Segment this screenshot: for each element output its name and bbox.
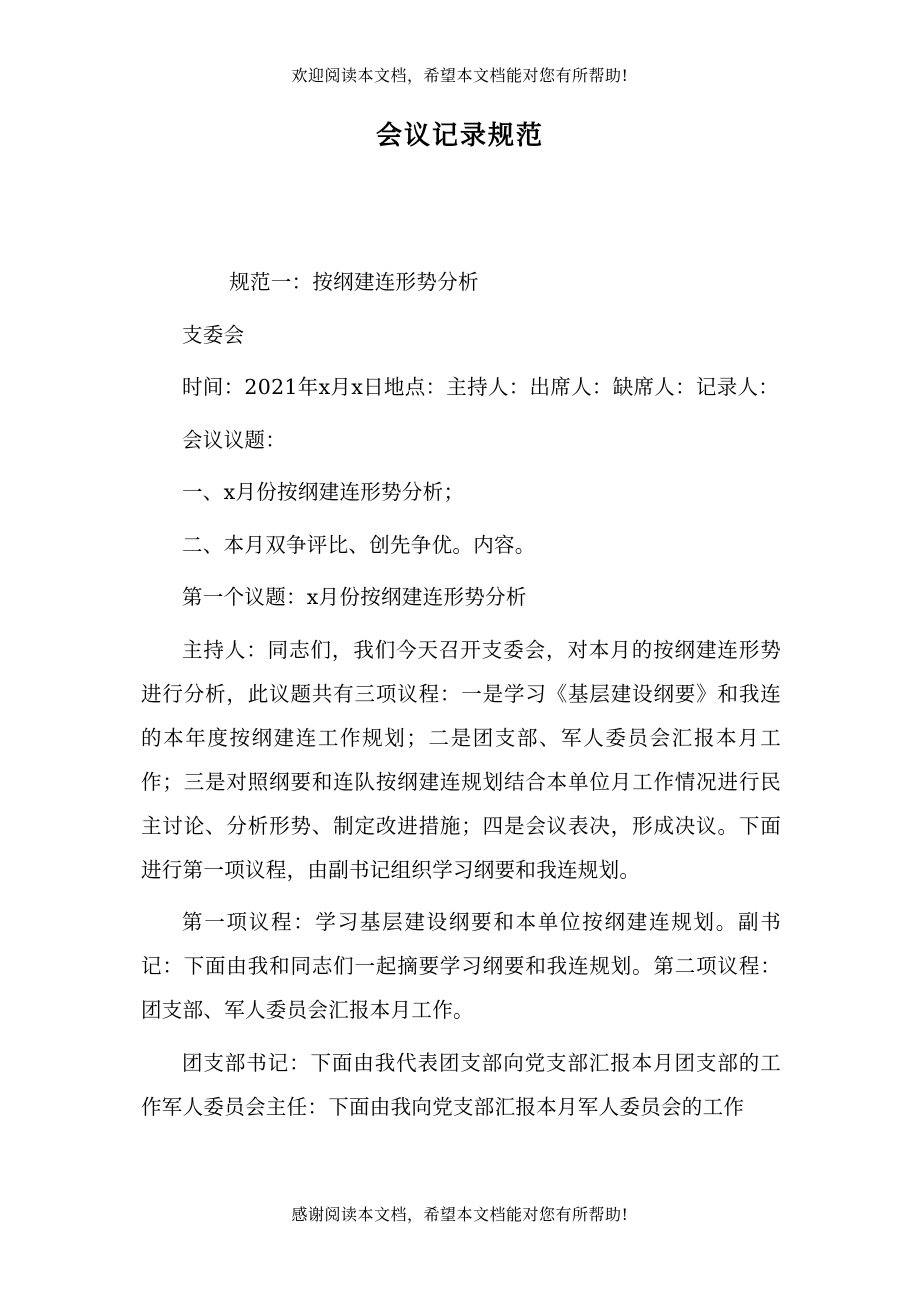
document-title: 会议记录规范 <box>375 121 544 151</box>
document-body <box>141 260 781 1137</box>
agenda-label: 会议议题： <box>182 427 286 452</box>
body-paragraph: 团支部书记：下面由我代表团支部向党支部汇报本月团支部的工作军人委员会主任：下面由我向党支部汇报本月军人委员会的工作 <box>141 1050 781 1119</box>
body-paragraph: 主持人：同志们，我们今天召开支委会，对本月的按纲建连形势进行分析，此议题共有三项议程：一是学习《基层建设纲要》和我连的本年度按纲建连工作规划；二是团支部、军人委员会汇报本月工作；三是对照纲要和连队按纲建连规划结合本单位月工作情况进行民主讨论、分析形势、制定改进措施；四是会议表决，形成决议。下面进行第一项议程，由副书记组织学习纲要和我连规划。 <box>141 637 781 882</box>
header-note: 欢迎阅读本文档，希望本文档能对您有所帮助! <box>291 66 629 85</box>
meeting-info: 时间：2021年x月x日地点：主持人：出席人：缺席人：记录人： <box>182 375 780 399</box>
section-heading: 规范一：按纲建连形势分析 <box>229 270 479 294</box>
body-paragraph: 第一项议程：学习基层建设纲要和本单位按纲建连规划。副书记：下面由我和同志们一起摘要学习纲要和我连规划。第二项议程：团支部、军人委员会汇报本月工作。 <box>141 910 781 1022</box>
footer-note: 感谢阅读本文档，希望本文档能对您有所帮助! <box>291 1205 629 1224</box>
topic-heading: 第一个议题：x月份按纲建连形势分析 <box>182 585 527 609</box>
agenda-item: 一、x月份按纲建连形势分析； <box>182 480 465 504</box>
agenda-item: 二、本月双争评比、创先争优。内容。 <box>182 532 536 557</box>
meeting-type: 支委会 <box>182 322 245 347</box>
